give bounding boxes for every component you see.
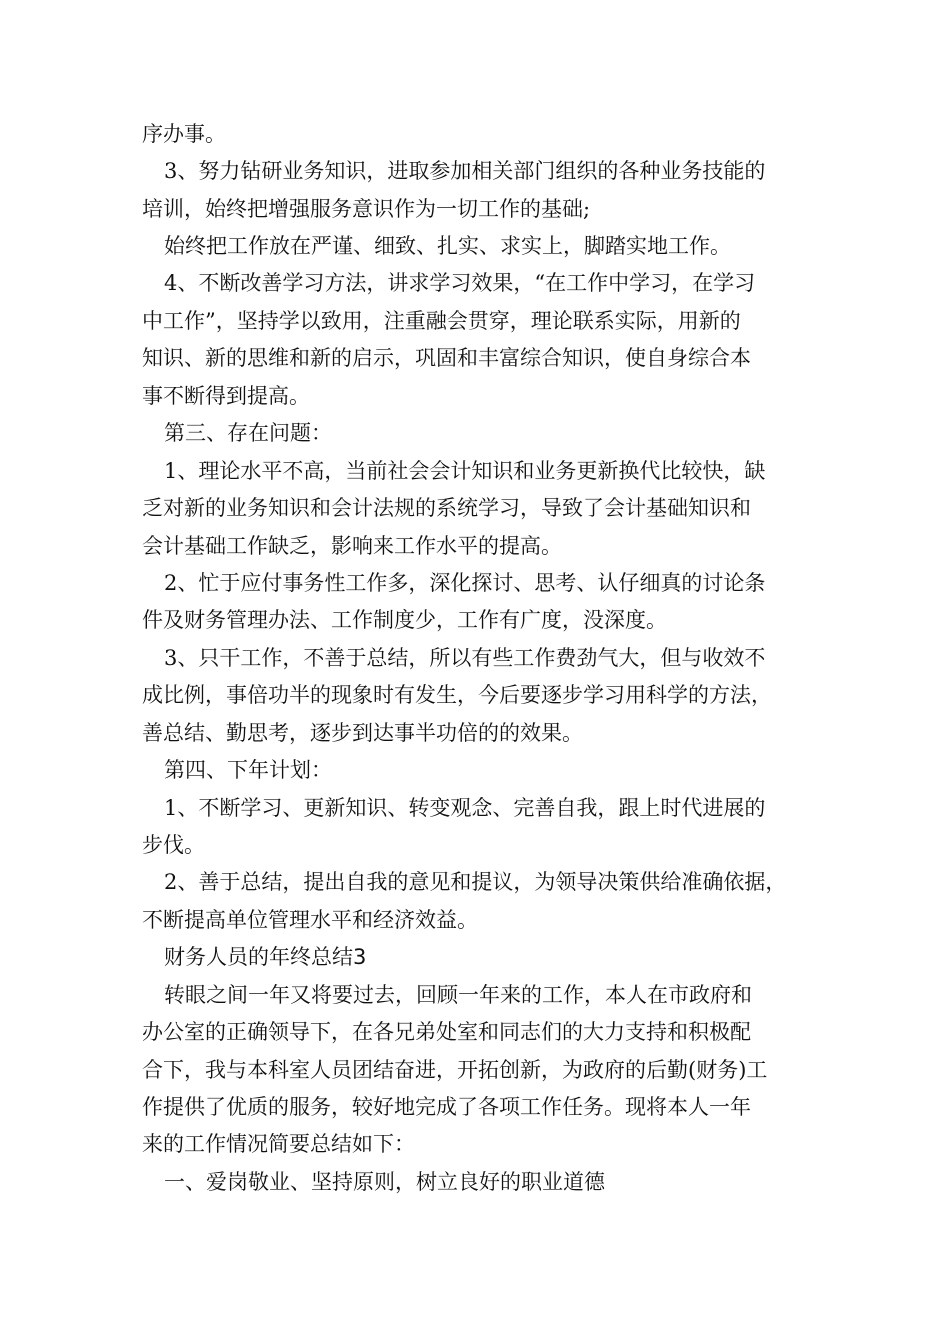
section-heading: 第三、存在问题：: [164, 421, 332, 445]
text-line: 会计基础工作缺乏，影响来工作水平的提高。: [142, 534, 562, 558]
text-line: 事不断得到提高。: [142, 384, 310, 408]
text-line: 培训，始终把增强服务意识作为一切工作的基础;: [142, 197, 591, 221]
text-line: 序办事。: [142, 122, 226, 146]
text-line: 3、努力钻研业务知识，进取参加相关部门组织的各种业务技能的: [164, 159, 766, 183]
text-line: 4、不断改善学习方法，讲求学习效果，“在工作中学习，在学习: [164, 271, 756, 295]
text-line: 作提供了优质的服务，较好地完成了各项工作任务。现将本人一年: [142, 1095, 751, 1119]
text-line: 步伐。: [142, 833, 205, 857]
text-line: 转眼之间一年又将要过去，回顾一年来的工作，本人在市政府和: [164, 983, 752, 1007]
text-line: 2、忙于应付事务性工作多，深化探讨、思考、认仔细真的讨论条: [164, 571, 766, 595]
text-line: 来的工作情况简要总结如下：: [142, 1132, 415, 1156]
document-title: 财务人员的年终总结3: [164, 945, 367, 969]
text-line: 3、只干工作，不善于总结，所以有些工作费劲气大，但与收效不: [164, 646, 766, 670]
text-line: 合下，我与本科室人员团结奋进，开拓创新，为政府的后勤(财务)工: [142, 1058, 768, 1082]
text-line: 不断提高单位管理水平和经济效益。: [142, 908, 478, 932]
text-line: 1、不断学习、更新知识、转变观念、完善自我，跟上时代进展的: [164, 796, 766, 820]
section-heading: 一、爱岗敬业、坚持原则，树立良好的职业道德: [164, 1170, 605, 1194]
section-heading: 第四、下年计划：: [164, 758, 332, 782]
text-line: 2、善于总结，提出自我的意见和提议，为领导决策供给准确依据，: [164, 870, 787, 894]
text-line: 始终把工作放在严谨、细致、扎实、求实上，脚踏实地工作。: [164, 234, 731, 258]
text-line: 知识、新的思维和新的启示，巩固和丰富综合知识，使自身综合本: [142, 346, 751, 370]
text-line: 办公室的正确领导下，在各兄弟处室和同志们的大力支持和积极配: [142, 1020, 751, 1044]
text-line: 中工作”，坚持学以致用，注重融会贯穿，理论联系实际，用新的: [142, 309, 741, 333]
text-line: 善总结、勤思考，逐步到达事半功倍的的效果。: [142, 721, 583, 745]
text-line: 件及财务管理办法、工作制度少，工作有广度，没深度。: [142, 608, 667, 632]
text-line: 1、理论水平不高，当前社会会计知识和业务更新换代比较快，缺: [164, 459, 766, 483]
text-line: 成比例，事倍功半的现象时有发生，今后要逐步学习用科学的方法，: [142, 683, 772, 707]
text-line: 乏对新的业务知识和会计法规的系统学习，导致了会计基础知识和: [142, 496, 751, 520]
